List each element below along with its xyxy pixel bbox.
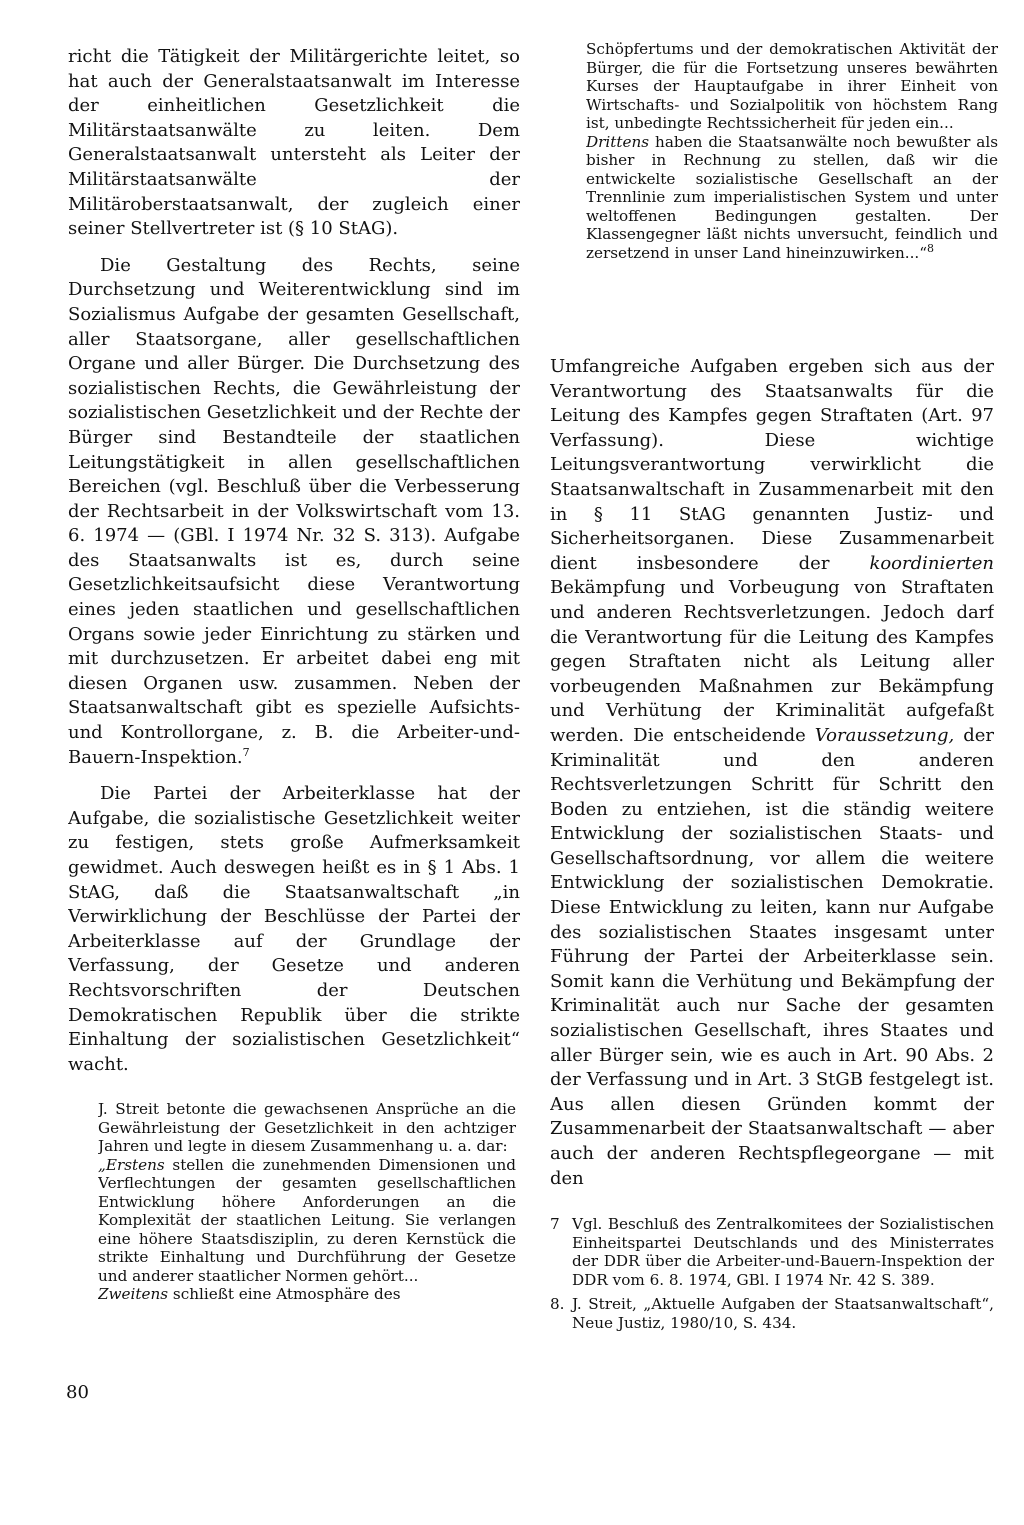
footnote-7 [550, 1215, 994, 1289]
quote-continuation [586, 40, 998, 262]
quote-intro: J. Streit betonte die gewachsenen Ansprüche an die Gewährleistung der Gesetzlichkeit in den achtziger Jahren und legte in diesem Zusammenhang u. a. dar: [98, 1100, 516, 1155]
quote-continuation-text: Schöpfertums und der demokratischen Aktivität der Bürger, die für die Fortsetzung unseres bewährten Kurses der Hauptaufgabe in ihrer Einheit von Wirtschafts- und Sozialpolitik von höchstem Rang ist, unbedingte Rechtssicherheit für jeden ein... [586, 40, 998, 132]
quote-erstens-text: stellen die zunehmenden Dimensionen und Verflechtungen der gesamten gesellschaftlichen Entwicklung höhere Anforderungen an die Komplexität der staatlichen Leitung. Sie verlangen eine höhere Staatsdisziplin, zu deren Kernstück die strikte Einhaltung und Durchführung der Gesetze und anderer staatlicher Normen gehört... [98, 1155, 516, 1285]
footnote-7-text: Vgl. Beschluß des Zentralkomitees der Sozialistischen Einheitspartei Deutschlands und des Ministerrates der DDR über die Arbeiter-und-Bauern-Inspektion der DDR vom 6. 8. 1974, GBl. I 1974 Nr. 42 S. 389. [572, 1215, 994, 1289]
right-paragraph-emphasis-koordinierten: koordinierten [869, 552, 994, 574]
footnotes [550, 1215, 994, 1332]
left-paragraph-3: Die Partei der Arbeiterklasse hat der Aufgabe, die sozialistische Gesetzlichkeit weiter zu festigen, stets große Aufmerksamkeit gewidmet. Auch deswegen heißt es in § 1 Abs. 1 StAG, daß die Staatsanwaltschaft „in Verwirklichung der Beschlüsse der Partei der Arbeiterklasse auf der Grundlage der Verfassung, der Gesetze und anderen Rechtsvorschriften der Deutschen Demokratischen Republik über die strikte Einhaltung der sozialistischen Gesetzlichkeit“ wacht. [68, 783, 520, 1075]
footnote-ref-8: 8 [927, 241, 934, 255]
quote-drittens-text: haben die Staatsanwälte noch bewußter als bisher in Rechnung zu stellen, daß wir die entwickelte sozialistische Gesellschaft an der Trennlinie zum imperialistischen System und unter weltoffenen Bedingungen gestalten. Der Klassengegner läßt nichts unversucht, feindlich und zersetzend in unser Land hineinzuwirken...“ [586, 132, 998, 262]
footnote-8 [550, 1295, 994, 1332]
quote-zweitens-text: schließt eine Atmosphäre des [168, 1285, 401, 1303]
left-paragraph-1: richt die Tätigkeit der Militärgerichte leitet, so hat auch der Generalstaatsanwalt im Interesse der einheitlichen Gesetzlichkeit die Militärstaatsanwälte zu leiten. Dem Generalstaatsanwalt untersteht als Leiter der Militärstaatsanwälte der Militäroberstaatsanwalt, der zugleich einer seiner Stellvertreter ist (§ 10 StAG). [68, 46, 520, 240]
right-paragraph-emphasis-voraussetzung: Voraussetzung, [814, 724, 955, 746]
quote-drittens-label: Drittens [586, 132, 650, 151]
footnote-ref-7: 7 [242, 745, 250, 759]
page-number: 80 [66, 1382, 89, 1403]
right-paragraph [550, 355, 994, 1191]
left-quote-block [98, 1100, 516, 1304]
left-paragraph-2 [68, 254, 520, 770]
left-paragraph-2-text: Die Gestaltung des Rechts, seine Durchsetzung und Weiterentwicklung sind im Sozialismus Aufgabe der gesamten Gesellschaft, aller Staatsorgane, aller gesellschaftlichen Organe und aller Bürger. Die Durchsetzung des sozialistischen Rechts, die Gewährleistung der sozialistischen Gesetzlichkeit und der Rechte der Bürger sind Bestandteile der staatlichen Leitungstätigkeit in allen gesellschaftlichen Bereichen (vgl. Beschluß über die Verbesserung der Rechtsarbeit in der Volkswirtschaft vom 13. 6. 1974 — (GBl. I 1974 Nr. 32 S. 313). Aufgabe des Staatsanwalts ist es, durch seine Gesetzlichkeitsaufsicht diese Verantwortung eines jeden staatlichen und gesellschaftlichen Organs sowie jeder Einrichtung zu stärken und mit durchzusetzen. Er arbeitet dabei eng mit diesen Organen usw. zusammen. Neben der Staatsanwaltschaft gibt es spezielle Aufsichts- und Kontrollorgane, z. B. die Arbeiter-und-Bauern-Inspektion. [68, 254, 520, 768]
left-column [68, 45, 520, 1077]
footnote-8-text: J. Streit, „Aktuelle Aufgaben der Staatsanwaltschaft“, Neue Justiz, 1980/10, S. 434. [572, 1295, 994, 1332]
right-paragraph-part-2: Bekämpfung und Vorbeugung von Straftaten und anderen Rechtsverletzungen. Jedoch darf die Verantwortung für die Leitung des Kampfes gegen Straftaten nicht als Leitung aller vorbeugenden Maßnahmen zur Bekämpfung und Verhütung der Kriminalität aufgefaßt werden. Die entscheidende [550, 577, 994, 746]
quote-erstens [98, 1156, 516, 1304]
right-paragraph-part-1: Umfangreiche Aufgaben ergeben sich aus der Verantwortung des Staatsanwalts für die Leitung des Kampfes gegen Straftaten (Art. 97 Verfassung). Diese wichtige Leitungsverantwortung verwirklicht die Staatsanwaltschaft in Zusammenarbeit mit den in § 11 StAG genannten Justiz- und Sicherheitsorganen. Diese Zusammenarbeit dient insbesondere der [550, 356, 994, 574]
quote-erstens-label: „Erstens [98, 1155, 165, 1174]
right-quote-block [586, 40, 998, 262]
footnote-8-number: 8. [550, 1295, 565, 1313]
right-column [550, 355, 994, 1191]
right-paragraph-part-3: der Kriminalität und den anderen Rechtsverletzungen Schritt für Schritt den Boden zu entziehen, ist die ständig weitere Entwicklung der sozialistischen Staats- und Gesellschaftsordnung, vor allem die weitere Entwicklung der sozialistischen Demokratie. Diese Entwicklung zu leiten, kann nur Aufgabe des sozialistischen Staates insgesamt unter Führung der Partei der Arbeiterklasse sein. Somit kann die Verhütung und Bekämpfung der Kriminalität auch nur Sache der gesamten sozialistischen Gesellschaft, ihres Staates und aller Bürger sein, wie es auch in Art. 90 Abs. 2 der Verfassung und in Art. 3 StGB festgelegt ist. Aus allen diesen Gründen kommt der Zusammenarbeit der Staatsanwaltschaft — aber auch der anderen Rechtspflegeorgane — mit den [550, 724, 994, 1189]
quote-zweitens-label: Zweitens [98, 1285, 169, 1303]
footnote-7-number: 7 [550, 1215, 560, 1233]
